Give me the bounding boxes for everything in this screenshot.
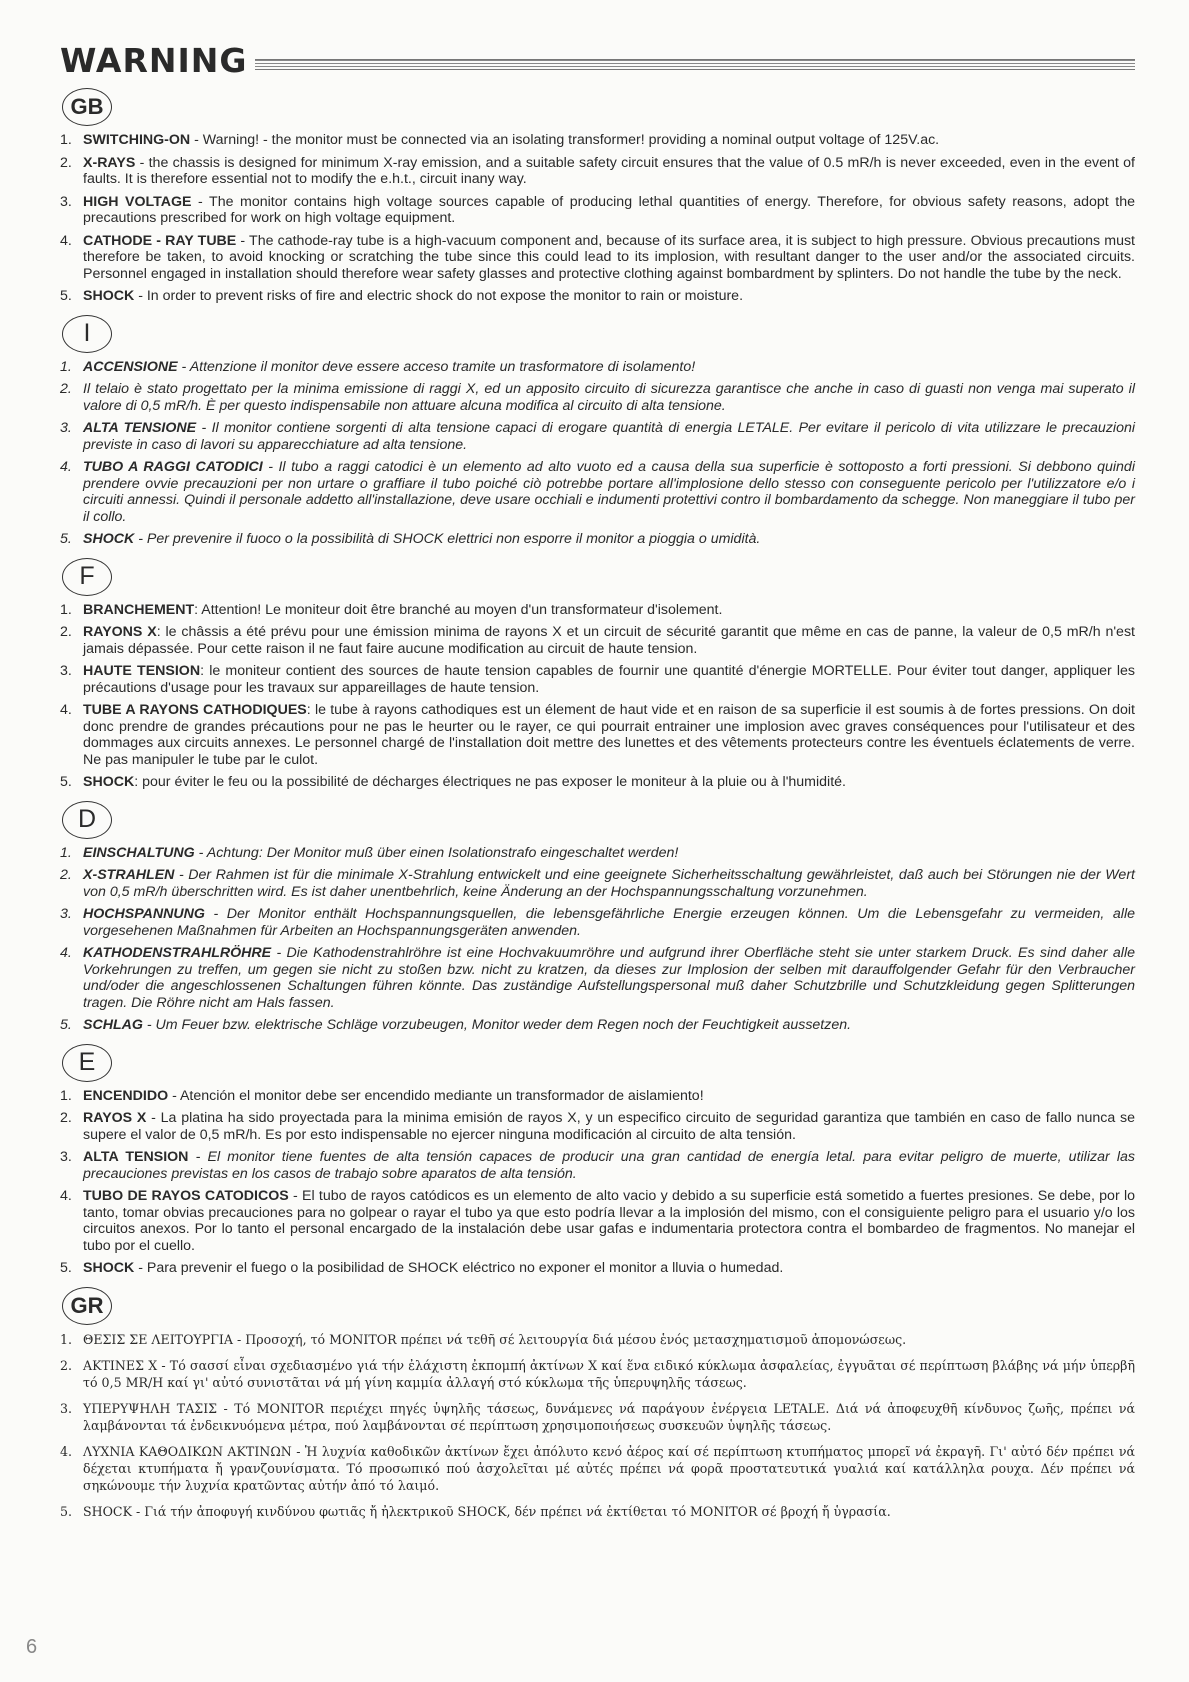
item-keyword: TUBE A RAYONS CATHODIQUES: [83, 702, 307, 718]
item-number: 5.: [60, 288, 72, 304]
item-keyword: ΑΚΤΙΝΕΣ Χ: [83, 1357, 158, 1373]
item-text: [83, 945, 1135, 1011]
list-item: [60, 288, 1135, 305]
list-item: [60, 132, 1135, 149]
item-keyword: BRANCHEMENT: [83, 601, 195, 618]
item-number: 4.: [60, 702, 72, 718]
item-body: - Ἡ λυχνία καθοδικῶν ἀκτίνων ἔχει ἀπόλυτο κενό ἀέρος καί σέ περίπτωση κτυπήματος μπορεῖ νά ἐκραγῆ. Γι' αὐτό δέν πρέπει νά δέχεται κτυπήματα ἤ γρανζουνίσματα. Τό προσωπικό πού ἀσχολεῖται μέ αὐτές πρέπει νά φορᾶ προστατευτικά γυαλιά καί κατάλληλα ρουχα. Δέν πρέπει νά σηκώνουμε τήν λυχνία κρατῶντας αὐτήν ἀπό τό λαιμό.: [83, 1443, 1135, 1493]
item-text: [83, 459, 1135, 525]
list-item: [60, 945, 1135, 1011]
item-keyword: ALTA TENSION: [83, 1149, 189, 1165]
item-body: : le tube à rayons cathodiques est un élement de haut vide et en raison de sa superficie il est soumis à de fortes pressions. On doit donc prendre de grandes précautions pour ne pas le heurter ou le rayer, ce qui pourrait entrainer une implosion avec graves conséquences pour l'utilisateur et des dommages aux circuits annexes. Le personnel chargé de l'installation doit mettre des lunettes et des vêtements protecteurs contre les éventuels éclatements de verre. Ne pas manipuler le tube par le culot.: [83, 702, 1135, 768]
list-item: [60, 702, 1135, 768]
item-text: [83, 624, 1135, 657]
item-text: [83, 602, 1135, 619]
item-text: [83, 867, 1135, 900]
item-keyword: RAYOS X: [83, 1110, 147, 1126]
list-item: [60, 1331, 1135, 1348]
language-badge-d: D: [62, 801, 112, 839]
item-body: Il telaio è stato progettato per la minima emissione di raggi X, ed un apposito circuito di sicurezza garantisce che anche in caso di guasti non venga mai superato il valore di 0,5 mR/h. È per questo indispensabile non attuare alcuna modifica al circuito di alta tensione.: [83, 381, 1135, 414]
item-keyword: TUBO DE RAYOS CATODICOS: [83, 1188, 289, 1204]
section-f: [60, 554, 1135, 791]
list-item: [60, 233, 1135, 283]
list-item: [60, 420, 1135, 453]
item-text: [83, 1188, 1135, 1254]
item-text: [83, 381, 1135, 414]
warning-list-e: [60, 1088, 1135, 1277]
item-text: [83, 1443, 1135, 1494]
item-keyword: HOCHSPANNUNG: [83, 906, 205, 922]
list-item: [60, 906, 1135, 939]
item-keyword: ENCENDIDO: [83, 1087, 169, 1104]
item-text: [83, 155, 1135, 188]
list-item: [60, 155, 1135, 188]
item-body: - Die Kathodenstrahlröhre ist eine Hochvakuumröhre und aufgrund ihrer Oberfläche steht sie unter starkem Druck. Es sind daher alle Vorkehrungen zu treffen, um gegen sie nicht zu stoßen bzw. nicht zu kratzen, da dieses zur Implosion der selben mit darauffolgender Gefahr für den Verbraucher und/oder die angeschlossenen Schaltungen führen könnte. Das zuständige Aufstellungspersonal muß daher Schutzbrille und Schutzkleidung gegen Splitterungen tragen. Die Röhre nicht am Hals fassen.: [83, 945, 1135, 1011]
item-keyword: ΛΥΧΝΙΑ ΚΑΘΟΔΙΚΩΝ ΑΚΤΙΝΩΝ: [83, 1443, 292, 1459]
item-number: 3.: [60, 663, 72, 679]
warning-list-f: [60, 602, 1135, 791]
item-text: [83, 1357, 1135, 1391]
list-item: [60, 1503, 1135, 1520]
item-body: - Il monitor contiene sorgenti di alta tensione capaci di erogare quantità di energia LETALE. Per evitare il pericolo di vita utilizzare le precauzioni previste in caso di lavori su apparecchiature ad alta tensione.: [83, 420, 1136, 453]
item-text: [83, 1400, 1135, 1434]
item-number: 4.: [60, 945, 72, 961]
item-keyword: TUBO A RAGGI CATODICI: [83, 459, 263, 475]
item-keyword: CATHODE - RAY TUBE: [83, 232, 237, 249]
item-body: : pour éviter le feu ou la possibilité de décharges électriques ne pas exposer le moniteur à la pluie ou à l'humidité.: [134, 774, 846, 790]
page-title: WARNING: [60, 40, 248, 80]
item-keyword: ΥΠΕΡΥΨΗΛΗ ΤΑΣΙΣ: [83, 1400, 218, 1416]
title-rule: [255, 59, 1135, 70]
language-badge-gr: GR: [62, 1287, 112, 1325]
item-number: 2.: [60, 1110, 72, 1126]
item-text: [83, 531, 1135, 548]
item-number: 4.: [60, 459, 72, 475]
list-item: [60, 359, 1135, 376]
item-body: - In order to prevent risks of fire and electric shock do not expose the monitor to rain or moisture.: [134, 288, 744, 304]
list-item: [60, 381, 1135, 414]
item-text: [83, 1110, 1135, 1143]
item-number: 1.: [60, 601, 72, 618]
item-number: 5.: [60, 531, 72, 547]
list-item: [60, 845, 1135, 862]
item-text: [83, 194, 1135, 227]
item-body: - Γιά τήν ἀποφυγή κινδύνου φωτιᾶς ἤ ἠλεκτρικοῦ SHOCK, δέν πρέπει νά ἐκτίθεται τό MONITOR σέ βροχή ἤ ὑγρασία.: [131, 1503, 891, 1519]
item-body: - El monitor tiene fuentes de alta tensión capaces de producir una gran cantidad de energía letal. para evitar peligro de muerte, utilizar las precauciones previstas en los casos de trabajo sobre aparatos de alta tensión.: [83, 1149, 1135, 1182]
list-item: [60, 663, 1135, 696]
warning-list-i: [60, 359, 1135, 548]
item-keyword: EINSCHALTUNG: [83, 844, 195, 861]
item-keyword: HIGH VOLTAGE: [83, 193, 192, 210]
item-number: 1.: [60, 844, 72, 861]
item-body: - The cathode-ray tube is a high-vacuum component and, because of its surface area, it is subject to high pressure. Obvious precautions must therefore be taken, to avoid knocking or scratching the tube since this could lead to its implosion, with resultant danger to the user and/or the associated circuits. Personnel engaged in installation should therefore wear safety glasses and protective clothing against bombardment by splinters. Do not handle the tube by the neck.: [83, 232, 1135, 282]
item-body: - Der Monitor enthält Hochspannungsquellen, die lebensgefährliche Energie erzeugen können. Um die Lebensgefahr zu vermeiden, alle vorgesehenen Maßnahmen für Arbeiten an Hochspannungsgeräten anwenden.: [83, 906, 1135, 939]
item-number: 3.: [60, 1149, 72, 1165]
item-text: [83, 233, 1135, 283]
language-badge-f: F: [62, 558, 112, 596]
item-text: [83, 702, 1135, 768]
item-number: 2.: [60, 1357, 73, 1373]
item-body: - Attenzione il monitor deve essere acceso tramite un trasformatore di isolamento!: [177, 358, 696, 375]
item-body: - Para prevenir el fuego o la posibilidad de SHOCK eléctrico no exponer el monitor a lluvia o humedad.: [134, 1260, 784, 1276]
language-badge-gb: GB: [62, 88, 112, 126]
item-text: [83, 1260, 1135, 1277]
item-number: 1.: [60, 1087, 72, 1104]
list-item: [60, 459, 1135, 525]
item-number: 1.: [60, 132, 72, 148]
item-number: 3.: [60, 420, 72, 436]
item-body: - Per prevenire il fuoco o la possibilità di SHOCK elettrici non esporre il monitor a pioggia o umidità.: [134, 531, 761, 547]
item-number: 5.: [60, 1017, 72, 1033]
item-text: [83, 1503, 1135, 1520]
list-item: [60, 624, 1135, 657]
item-body: - Τό σασσί εἶναι σχεδιασμένο γιά τήν ἐλάχιστη ἐκπομπή ἀκτίνων Χ καί ἕνα ειδικό κύκλωμα ἀσφαλείας, ἐγγυᾶται σέ περίπτωση βλάβης νά μήν ὑπερβῆ τό 0,5 MR/H καί γι' αὐτό συνιστᾶται νά μή γίνη καμμία ἀλλαγή στό κύκλωμα τῆς ὑπερυψηλῆς τάσεως.: [83, 1357, 1135, 1390]
item-number: 4.: [60, 232, 72, 249]
item-text: [83, 1149, 1135, 1182]
item-text: [83, 774, 1135, 791]
item-keyword: SHOCK: [83, 1503, 132, 1519]
item-text: [83, 288, 1135, 305]
item-number: 2.: [60, 624, 72, 640]
item-body: - Achtung: Der Monitor muß über einen Isolationstrafo eingeschaltet werden!: [194, 844, 679, 861]
item-number: 5.: [60, 1260, 72, 1276]
warning-page: [60, 36, 1135, 1529]
item-keyword: X-STRAHLEN: [83, 867, 175, 883]
item-body: - Atención el monitor debe ser encendido mediante un transformador de aislamiento!: [168, 1087, 704, 1104]
item-keyword: SHOCK: [83, 531, 135, 547]
item-body: : Attention! Le moniteur doit être branché au moyen d'un transformateur d'isolement.: [194, 601, 723, 618]
item-body: - La platina ha sido proyectada para la minima emisión de rayos X, y un especifico circuito de seguridad garantiza que también en caso de fallo nunca se supere el valor de 0,5 mR/h. Es por esto indispensable no ejercer ninguna modificación al circuito de alta tensión.: [83, 1110, 1135, 1143]
language-badge-e: E: [62, 1044, 112, 1082]
section-e: [60, 1040, 1135, 1277]
item-body: - El tubo de rayos catódicos es un elemento de alto vacio y debido a su superficie está sometido a fuertes presiones. Se debe, por lo tanto, tomar obvias precauciones para no golpear o rayar el tubo ya que esto podría llevar a la implosión del mismo, con el consiguiente peligro para el usuario y/o los circuitos anexos. Por lo tanto el personal encargado de la instalación debe usar gafas e indumentaria protectora contra el bombardeo de fragmentos. No manejar el tubo por el cuello.: [83, 1188, 1135, 1254]
list-item: [60, 867, 1135, 900]
list-item: [60, 774, 1135, 791]
item-keyword: X-RAYS: [83, 154, 136, 171]
item-body: - Der Rahmen ist für die minimale X-Strahlung entwickelt und eine geeignete Sicherheitsschaltung gewährleistet, daß auch bei Störungen nie der Wert von 0,5 mR/h überschritten wird. Es ist daher unentbehrlich, keine Änderung an der Hochspannungsschaltung vorzunehmen.: [83, 867, 1135, 900]
item-body: - Um Feuer bzw. elektrische Schläge vorzubeugen, Monitor weder dem Regen noch der Feuchtigkeit aussetzen.: [142, 1017, 852, 1033]
item-text: [83, 845, 1135, 862]
section-gb: [60, 84, 1135, 305]
item-body: : le moniteur contient des sources de haute tension capables de fournir une quantité d'énergie MORTELLE. Pour éviter tout danger, appliquer les précautions d'usage pour les travaux sur appareillages de haute tension.: [83, 663, 1136, 696]
item-keyword: ALTA TENSIONE: [83, 420, 197, 436]
item-text: [83, 1331, 1135, 1348]
item-number: 3.: [60, 906, 72, 922]
item-body: - Τό MONITOR περιέχει πηγές ὑψηλῆς τάσεως, δυνάμενες νά παράγουν ἐνέργεια LETALE. Διά νά ἀποφευχθῆ κίνδυνος ζωῆς, πρέπει νά λαμβάνονται τά ἐνδεικνυόμενα μέτρα, πού λαμβάνονται σέ περίπτωση χρησιμοποιήσεως συσκευῶν ὑψηλῆς τάσεως.: [83, 1400, 1135, 1433]
item-number: 1.: [60, 358, 72, 375]
item-body: : le châssis a été prévu pour une émission minima de rayons X et un circuit de sécurité garantit que même en cas de panne, la valeur de 0,5 mR/h n'est jamais dépassée. Pour cette raison il ne faut faire aucune modification au circuit de haute tension.: [83, 624, 1135, 657]
item-number: 5.: [60, 774, 72, 790]
item-number: 4.: [60, 1443, 73, 1459]
item-keyword: KATHODENSTRAHLRÖHRE: [83, 945, 272, 961]
section-gr: [60, 1283, 1135, 1520]
item-number: 2.: [60, 867, 72, 883]
item-number: 5.: [60, 1503, 73, 1519]
list-item: [60, 194, 1135, 227]
list-item: [60, 1400, 1135, 1434]
item-keyword: SHOCK: [83, 774, 135, 790]
item-keyword: ACCENSIONE: [83, 358, 178, 375]
list-item: [60, 1149, 1135, 1182]
item-number: 4.: [60, 1188, 72, 1204]
item-keyword: SWITCHING-ON: [83, 132, 191, 148]
page-header: [60, 36, 1135, 84]
item-number: 2.: [60, 154, 72, 171]
item-text: [83, 1017, 1135, 1034]
list-item: [60, 1443, 1135, 1494]
language-badge-i: I: [62, 315, 112, 353]
item-keyword: SHOCK: [83, 1260, 135, 1276]
item-body: - Προσοχή, τό MONITOR πρέπει νά τεθῆ σέ λειτουργία διά μέσου ἑνός μετασχηματισμοῦ ἀπομονώσεως.: [233, 1331, 907, 1347]
list-item: [60, 1357, 1135, 1391]
warning-list-d: [60, 845, 1135, 1034]
item-number: 3.: [60, 1400, 73, 1416]
item-body: - The monitor contains high voltage sources capable of producing lethal quantities of energy. Therefore, for obvious safety reasons, adopt the precautions prescribed for work on high voltage equipment.: [83, 193, 1135, 226]
item-body: - the chassis is designed for minimum X-ray emission, and a suitable safety circuit ensures that the value of 0.5 mR/h is never exceeded, even in the event of faults. It is therefore essential not to modify the e.h.t., circuit inany way.: [83, 154, 1135, 187]
warning-list-gb: [60, 132, 1135, 305]
item-text: [83, 420, 1135, 453]
item-keyword: RAYONS X: [83, 624, 157, 640]
list-item: [60, 602, 1135, 619]
list-item: [60, 1110, 1135, 1143]
list-item: [60, 1188, 1135, 1254]
item-text: [83, 906, 1135, 939]
item-text: [83, 663, 1135, 696]
list-item: [60, 1088, 1135, 1105]
section-i: [60, 311, 1135, 548]
item-text: [83, 132, 1135, 149]
list-item: [60, 1017, 1135, 1034]
item-number: 3.: [60, 193, 72, 210]
item-text: [83, 1088, 1135, 1105]
section-d: [60, 797, 1135, 1034]
item-keyword: SHOCK: [83, 288, 135, 304]
warning-list-gr: [60, 1331, 1135, 1520]
list-item: [60, 531, 1135, 548]
item-body: - Il tubo a raggi catodici è un elemento ad alto vuoto ed a causa della sua superficie è sottoposto a forti pressioni. Si debbono quindi prendere ovvie precauzioni per non urtare o graffiare il tubo poiché ciò potrebbe portare all'implosione dello stesso con conseguente pericolo per l'utilizzatore e/o i circuiti annessi. Quindi il personale addetto all'installazione, deve usare occhiali e indumenti protettivi contro il bombardamento da schegge. Non maneggiare il tubo per il collo.: [83, 459, 1135, 525]
item-keyword: ΘΕΣΙΣ ΣΕ ΛΕΙΤΟΥΡΓΙΑ: [83, 1331, 233, 1347]
item-keyword: HAUTE TENSION: [83, 663, 201, 679]
item-keyword: SCHLAG: [83, 1017, 143, 1033]
list-item: [60, 1260, 1135, 1277]
item-number: 2.: [60, 381, 72, 397]
item-body: - Warning! - the monitor must be connected via an isolating transformer! providing a nominal output voltage of 125V.ac.: [190, 132, 940, 148]
page-number: 6: [26, 1636, 38, 1658]
item-text: [83, 359, 1135, 376]
item-number: 1.: [60, 1331, 73, 1347]
